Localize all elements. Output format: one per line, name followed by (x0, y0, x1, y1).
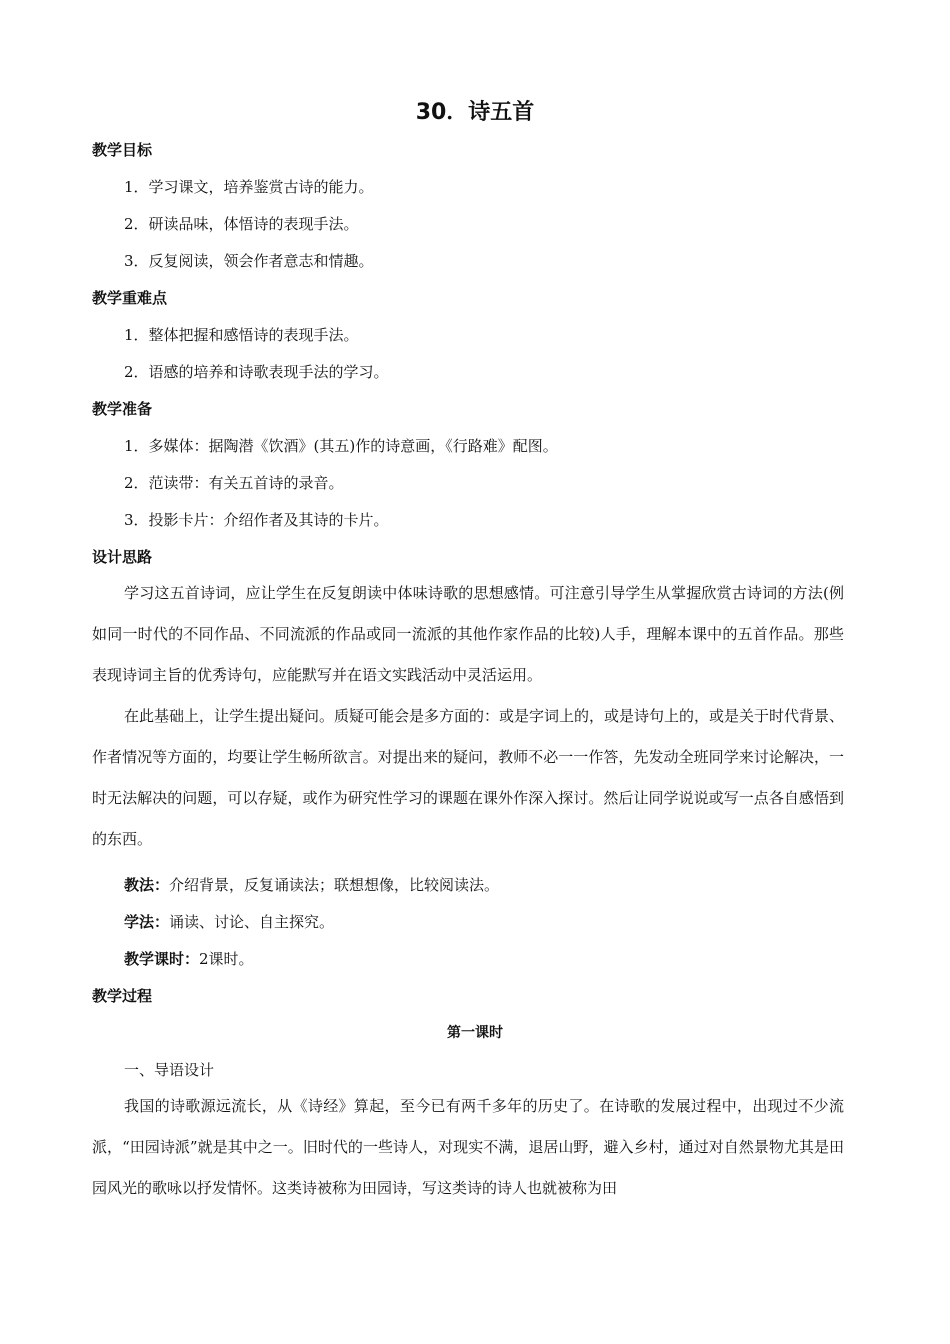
learning-method-line (124, 911, 334, 933)
teaching-method-label: 教法： (124, 876, 170, 894)
hours-label: 教学课时： (124, 950, 200, 968)
goal-item: 3．反复阅读，领会作者意志和情趣。 (124, 252, 374, 270)
hours-line (124, 948, 254, 970)
difficulty-item: 2．语感的培养和诗歌表现手法的学习。 (124, 363, 389, 381)
preparation-item: 2．范读带：有关五首诗的录音。 (124, 474, 344, 492)
teaching-method-line (124, 874, 499, 896)
learning-method-text: 诵读、讨论、自主探究。 (169, 913, 335, 931)
difficulty-item: 1．整体把握和感悟诗的表现手法。 (124, 326, 359, 344)
section-title: 一、导语设计 (124, 1061, 215, 1079)
difficulties-heading: 教学重难点 (92, 289, 168, 307)
preparation-heading: 教学准备 (92, 400, 153, 418)
goal-item: 1．学习课文，培养鉴赏古诗的能力。 (124, 178, 374, 196)
design-paragraph: 学习这五首诗词，应让学生在反复朗读中体味诗歌的思想感情。可注意引导学生从掌握欣赏古诗词的方法(例如同一时代的不同作品、不同流派的作品或同一流派的其他作家作品的比较)人手，理解本课中的五首作品。那些表现诗词主旨的优秀诗句，应能默写并在语文实践活动中灵活运用。 (92, 584, 844, 684)
goals-heading: 教学目标 (92, 141, 153, 159)
section-paragraph: 我国的诗歌源远流长，从《诗经》算起，至今已有两千多年的历史了。在诗歌的发展过程中，出现过不少流派，“田园诗派”就是其中之一。旧时代的一些诗人，对现实不满，退居山野，避入乡村，通过对自然景物尤其是田园风光的歌咏以抒发情怀。这类诗被称为田园诗，写这类诗的诗人也就被称为田 (92, 1097, 844, 1197)
design-heading: 设计思路 (92, 548, 153, 566)
preparation-item: 1．多媒体：据陶潜《饮酒》(其五)作的诗意画，《行路难》配图。 (124, 437, 558, 455)
hours-text: 2课时。 (199, 950, 254, 968)
design-paragraph: 在此基础上，让学生提出疑问。质疑可能会是多方面的：或是字词上的，或是诗句上的，或是关于时代背景、作者情况等方面的，均要让学生畅所欲言。对提出来的疑问，教师不必一一作答，先发动全班同学来讨论解决，一时无法解决的问题，可以存疑，或作为研究性学习的课题在课外作深入探讨。然后让同学说说或写一点各自感悟到的东西。 (92, 707, 845, 848)
preparation-item: 3．投影卡片：介绍作者及其诗的卡片。 (124, 511, 389, 529)
page-title: 30．诗五首 (415, 100, 535, 125)
lesson-title: 第一课时 (447, 1025, 503, 1041)
goal-item: 2．研读品味，体悟诗的表现手法。 (124, 215, 359, 233)
teaching-method-text: 介绍背景，反复诵读法；联想想像，比较阅读法。 (169, 876, 500, 894)
process-heading: 教学过程 (92, 987, 153, 1005)
learning-method-label: 学法： (124, 913, 170, 931)
